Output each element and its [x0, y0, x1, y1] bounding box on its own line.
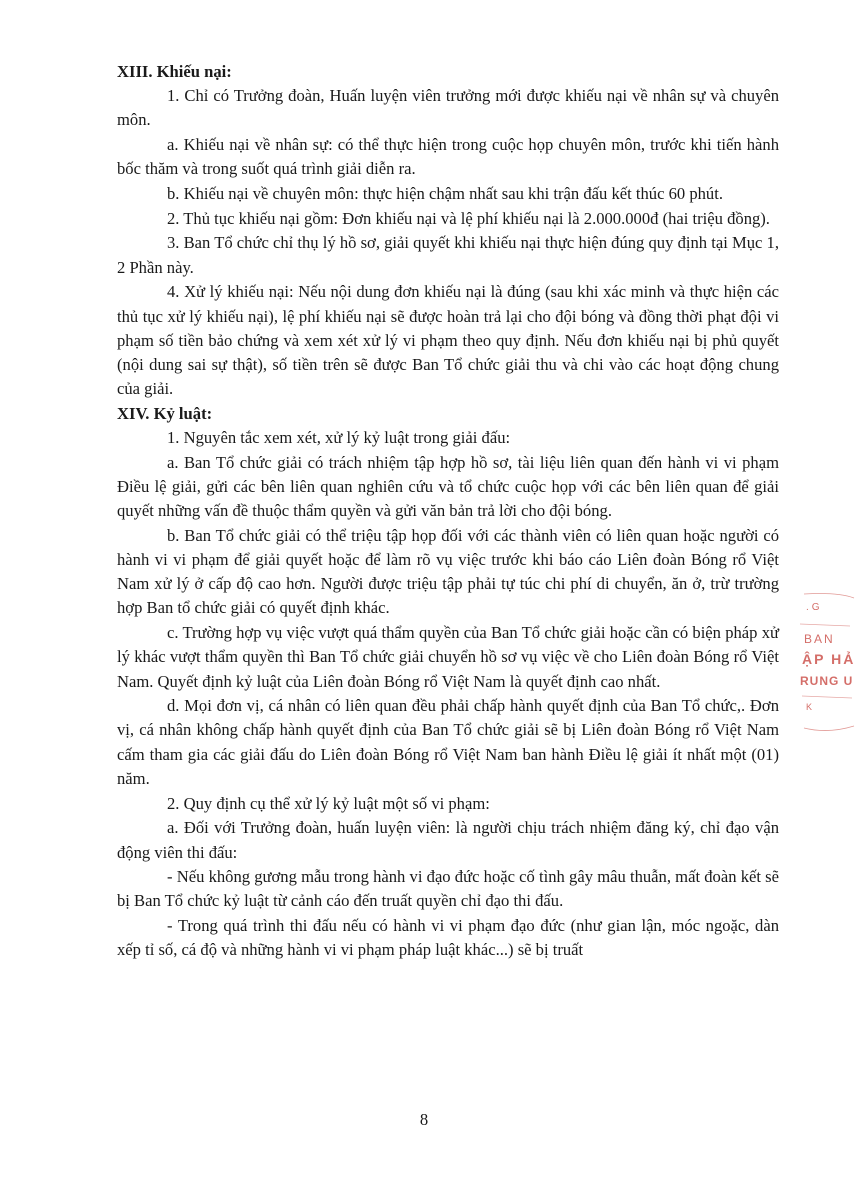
seal-text: K — [806, 702, 819, 712]
paragraph: b. Ban Tổ chức giải có thể triệu tập họp đối với các thành viên có liên quan hoặc người có hành vi vi phạm để giải quyết hoặc để làm rõ vụ việc trước khi báo cáo Liên đoàn Bóng rổ Việt Nam xử lý ở cấp độ cao hơn. Người được triệu tập phải tự túc chi phí di chuyển, ăn ở, trừ trường hợp Ban tổ chức giải có quyết định khác. — [117, 525, 779, 618]
paragraph: a. Khiếu nại về nhân sự: có thể thực hiện trong cuộc họp chuyên môn, trước khi tiến hành bốc thăm và trong suốt quá trình giải diễn ra. — [117, 135, 779, 179]
paragraph: 1. Chỉ có Trưởng đoàn, Huấn luyện viên trưởng mới được khiếu nại về nhân sự và chuyên môn. — [117, 86, 779, 130]
paragraph: b. Khiếu nại về chuyên môn: thực hiện chậm nhất sau khi trận đấu kết thúc 60 phút. — [167, 184, 723, 204]
paragraph: 2. Thủ tục khiếu nại gồm: Đơn khiếu nại và lệ phí khiếu nại là 2.000.000đ (hai triệu đồng). — [167, 208, 770, 228]
paragraph: c. Trường hợp vụ việc vượt quá thẩm quyền của Ban Tổ chức giải hoặc cần có biện pháp xử lý khác vượt thẩm quyền thì Ban Tổ chức giải chuyển hồ sơ vụ việc về cho Liên đoàn Bóng rổ Việt Nam. Quyết định kỷ luật của Liên đoàn Bóng rổ Việt Nam là quyết định cao nhất. — [117, 623, 779, 691]
document-page — [117, 60, 779, 963]
seal-text: ẬP HẢ — [802, 651, 856, 667]
official-seal-stamp — [798, 588, 858, 738]
paragraph: a. Đối với Trưởng đoàn, huấn luyện viên: là người chịu trách nhiệm đăng ký, chỉ đạo vận động viên thi đấu: — [117, 818, 779, 862]
paragraph: 4. Xử lý khiếu nại: Nếu nội dung đơn khiếu nại là đúng (sau khi xác minh và thực hiện các thủ tục xử lý khiếu nại), lệ phí khiếu nại sẽ được hoàn trả lại cho đội bóng và đồng thời phạt đội vi phạm số tiền bảo chứng và xem xét xử lý vi phạm theo quy định. Nếu đơn khiếu nại bị phủ quyết (nội dung sai sự thật), số tiền trên sẽ được Ban Tổ chức giải thu và chi vào các hoạt động chung của giải. — [117, 282, 779, 399]
paragraph: a. Ban Tổ chức giải có trách nhiệm tập hợp hồ sơ, tài liệu liên quan đến hành vi vi phạm Điều lệ giải, gửi các bên liên quan nghiên cứu và tổ chức cuộc họp với các bên liên quan để giải quyết những vấn đề thuộc thẩm quyền và gửi văn bản trả lời cho đội bóng. — [117, 452, 779, 521]
seal-text: RUNG U — [800, 674, 854, 688]
paragraph: d. Mọi đơn vị, cá nhân có liên quan đều phải chấp hành quyết định của Ban Tổ chức,. Đơn vị, cá nhân không chấp hành quyết định của Ban Tổ chức giải sẽ bị Liên đoàn Bóng rổ Việt Nam cấm tham gia các giải đấu do Liên đoàn Bóng rổ Việt Nam ban hành Điều lệ giải ít nhất một (01) năm. — [117, 696, 779, 788]
paragraph: 1. Nguyên tắc xem xét, xử lý kỷ luật trong giải đấu: — [167, 428, 511, 448]
section-heading-discipline: XIV. Kỷ luật: — [117, 403, 213, 423]
page-number: 8 — [419, 1110, 429, 1129]
paragraph: 2. Quy định cụ thể xử lý kỷ luật một số vi phạm: — [167, 793, 490, 813]
paragraph: 3. Ban Tổ chức chỉ thụ lý hồ sơ, giải quyết khi khiếu nại thực hiện đúng quy định tại Mục 1, 2 Phần này. — [117, 233, 779, 277]
seal-text: .G — [806, 602, 823, 613]
paragraph: - Nếu không gương mẫu trong hành vi đạo đức hoặc cố tình gây mâu thuẫn, mất đoàn kết sẽ bị Ban Tổ chức kỷ luật từ cảnh cáo đến truất quyền chỉ đạo thi đấu. — [117, 867, 779, 911]
seal-text: BAN — [804, 632, 835, 646]
section-heading-complaints: XIII. Khiếu nại: — [117, 62, 232, 81]
paragraph: - Trong quá trình thi đấu nếu có hành vi vi phạm đạo đức (như gian lận, móc ngoặc, dàn xếp tỉ số, cá độ và những hành vi vi phạm pháp luật khác...) sẽ bị truất — [117, 916, 779, 960]
